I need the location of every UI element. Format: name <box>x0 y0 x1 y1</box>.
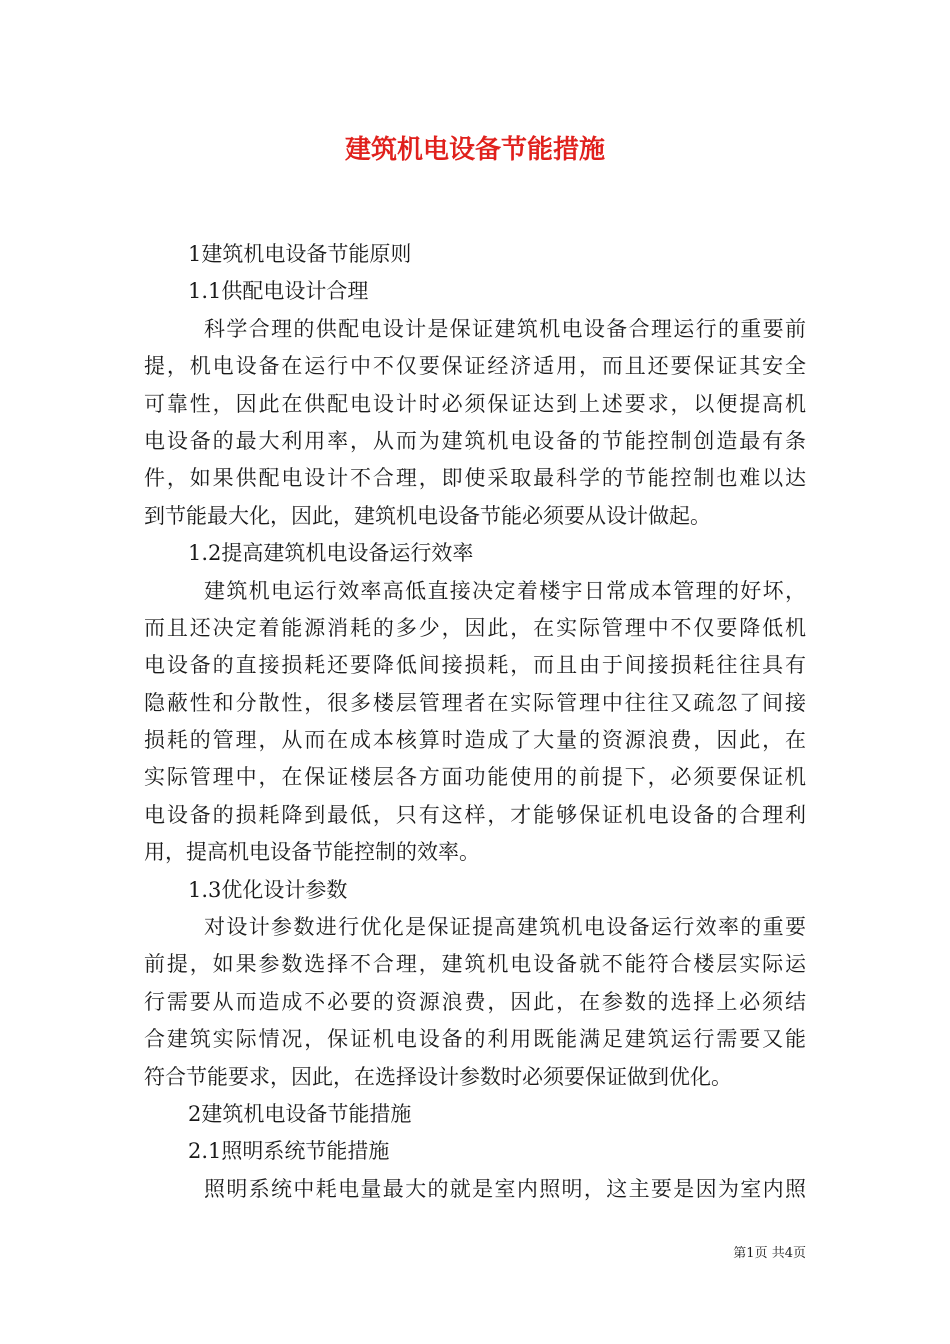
paragraph-line: 件，如果供配电设计不合理，即使采取最科学的节能控制也难以达 <box>144 466 806 491</box>
paragraph-line: 行需要从而造成不必要的资源浪费，因此，在参数的选择上必须结 <box>144 989 806 1014</box>
paragraph-line: 符合节能要求，因此，在选择设计参数时必须要保证做到优化。 <box>144 1064 732 1089</box>
paragraph-line: 用，提高机电设备节能控制的效率。 <box>144 840 480 865</box>
paragraph-line: 可靠性，因此在供配电设计时必须保证达到上述要求，以便提高机 <box>144 391 806 416</box>
section-heading: 1.1供配电设计合理 <box>188 279 369 304</box>
paragraph-line: 照明系统中耗电量最大的就是室内照明，这主要是因为室内照 <box>204 1176 806 1201</box>
document-title: 建筑机电设备节能措施 <box>344 135 605 165</box>
paragraph-line: 电设备的最大利用率，从而为建筑机电设备的节能控制创造最有条 <box>144 428 806 453</box>
paragraph-line: 损耗的管理，从而在成本核算时造成了大量的资源浪费，因此，在 <box>144 728 806 753</box>
paragraph-line: 提，机电设备在运行中不仅要保证经济适用，而且还要保证其安全 <box>144 354 806 379</box>
section-heading: 2.1照明系统节能措施 <box>188 1139 390 1164</box>
paragraph-line: 而且还决定着能源消耗的多少，因此，在实际管理中不仅要降低机 <box>144 615 806 640</box>
paragraph-line: 到节能最大化，因此，建筑机电设备节能必须要从设计做起。 <box>144 503 711 528</box>
paragraph-line: 对设计参数进行优化是保证提高建筑机电设备运行效率的重要 <box>204 915 806 940</box>
paragraph-line: 建筑机电运行效率高低直接决定着楼宇日常成本管理的好坏， <box>204 578 806 603</box>
paragraph-line: 电设备的损耗降到最低，只有这样，才能够保证机电设备的合理利 <box>144 802 806 827</box>
footer-suffix: 页 <box>792 1246 806 1261</box>
section-heading: 1.3优化设计参数 <box>188 877 348 902</box>
section-heading: 1.2提高建筑机电设备运行效率 <box>188 541 474 566</box>
document-body <box>144 236 806 1208</box>
footer-prefix: 第 <box>733 1246 747 1261</box>
paragraph-line: 实际管理中，在保证楼层各方面功能使用的前提下，必须要保证机 <box>144 765 806 790</box>
paragraph-line: 科学合理的供配电设计是保证建筑机电设备合理运行的重要前 <box>204 316 806 341</box>
paragraph-line: 前提，如果参数选择不合理，建筑机电设备就不能符合楼层实际运 <box>144 952 806 977</box>
paragraph-line: 合建筑实际情况，保证机电设备的利用既能满足建筑运行需要又能 <box>144 1027 806 1052</box>
footer-current-page: 1 <box>746 1246 755 1261</box>
footer-middle: 页 共 <box>754 1246 785 1261</box>
paragraph-line: 隐蔽性和分散性，很多楼层管理者在实际管理中往往又疏忽了间接 <box>144 690 806 715</box>
footer-total-pages: 4 <box>784 1246 793 1261</box>
section-heading: 2建筑机电设备节能措施 <box>188 1101 412 1126</box>
page-footer <box>733 1244 806 1264</box>
section-heading: 1建筑机电设备节能原则 <box>188 242 412 266</box>
paragraph-line: 电设备的直接损耗还要降低间接损耗，而且由于间接损耗往往具有 <box>144 653 806 678</box>
